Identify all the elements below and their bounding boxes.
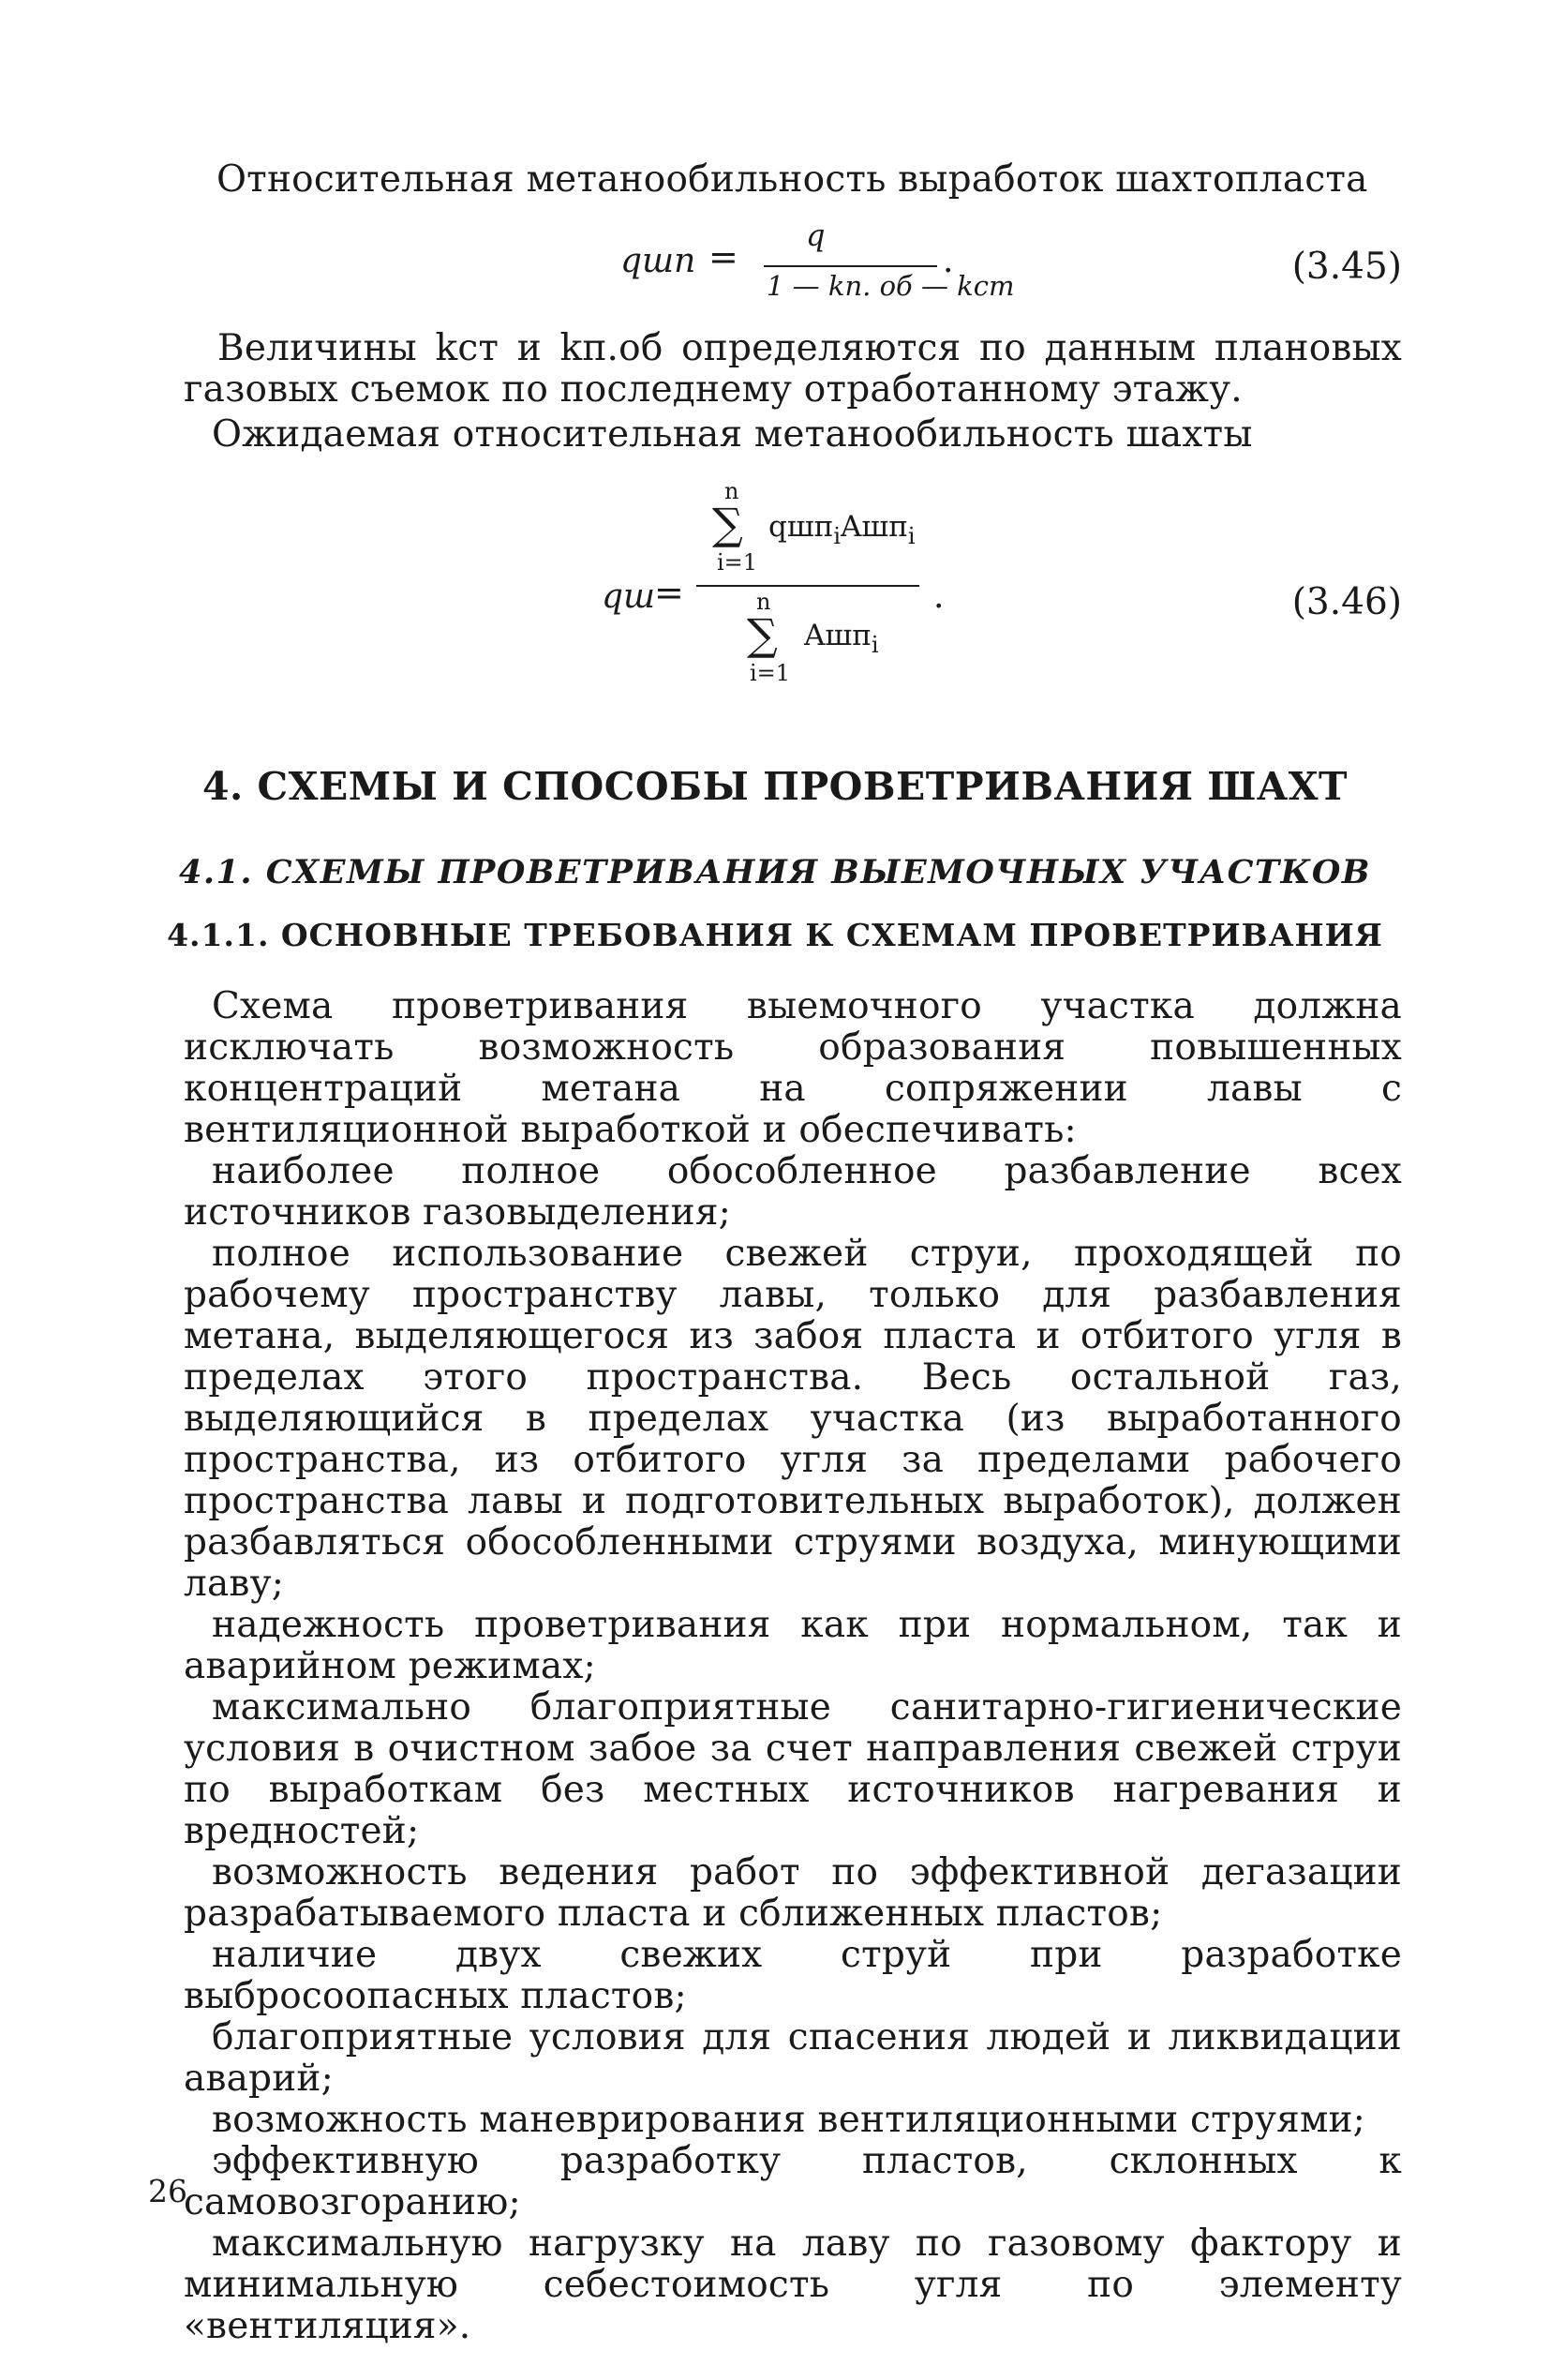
- eq2-sum-upper-1: n: [724, 478, 739, 504]
- eq2-period: .: [933, 577, 945, 616]
- subsection-heading: 4.1.1. ОСНОВНЫЕ ТРЕБОВАНИЯ К СХЕМАМ ПРОВЕТРИВАНИЯ: [167, 917, 1383, 953]
- list-item: полное использование свежей струи, проходящей по рабочему пространству лавы, только для разбавления метана, выделяющегося из забоя пласта и отбитого угля в пределах этого пространства. Весь остальной газ, выделяющийся в пределах участка (из выработанного пространства, из отбитого угля за пределами рабочего пространства лавы и подготовительных выработок), должен разбавляться обособленными струями воздуха, минующими лаву;: [184, 1233, 1402, 1605]
- eq2-denominator-terms: Aшп$_i$: [804, 619, 879, 658]
- values-text: Величины kст и kп.об определяются по данным плановых газовых съемок по последнему отработанному этажу.: [184, 327, 1402, 411]
- eq2-fraction-bar: [696, 585, 919, 587]
- intro-line: Относительная метанообильность выработок шахтопласта: [216, 158, 1368, 201]
- eq2-number: (3.46): [1291, 581, 1402, 623]
- eq1-period: .: [943, 242, 954, 280]
- eq1-numerator: q: [806, 217, 826, 253]
- eq2-sum-upper-2: n: [756, 589, 771, 615]
- lead-paragraph: Схема проветривания выемочного участка должна исключать возможность образования повышенных концентраций метана на сопряжении лавы с вентиляционной выработкой и обеспечивать:: [184, 985, 1402, 1151]
- list-item: наличие двух свежих струй при разработке выбросоопасных пластов;: [184, 1934, 1402, 2017]
- eq2-numerator-terms: qшп$_i$Aшп$_i$: [768, 510, 916, 549]
- list-item: благоприятные условия для спасения людей и ликвидации аварий;: [184, 2016, 1402, 2100]
- section-heading: 4.1. СХЕМЫ ПРОВЕТРИВАНИЯ ВЫЕМОЧНЫХ УЧАСТКОВ: [179, 853, 1371, 891]
- eq1-equals: =: [708, 236, 738, 277]
- eq1-fraction-bar: [764, 265, 937, 267]
- list-item: эффективную разработку пластов, склонных к самовозгоранию;: [184, 2140, 1402, 2223]
- body-text: [184, 986, 1402, 2347]
- eq2-sum-lower-2: i=1: [750, 660, 791, 686]
- eq2-equals: =: [654, 572, 684, 613]
- page-number: 26: [148, 2173, 187, 2209]
- intro-paragraph: [184, 159, 1402, 201]
- eq1-number: (3.45): [1291, 246, 1402, 288]
- paragraph-values: [184, 328, 1402, 456]
- list-item: надежность проветривания как при нормальном, так и аварийном режимах;: [184, 1604, 1402, 1687]
- expected-text: Ожидаемая относительная метанообильность шахты: [212, 413, 1253, 456]
- list-item: наиболее полное обособленное разбавление всех источников газовыделения;: [184, 1150, 1402, 1234]
- list-item: возможность ведения работ по эффективной дегазации разрабатываемого пласта и сближенных пластов;: [184, 1851, 1402, 1935]
- eq1-lhs: qшп: [620, 242, 696, 280]
- list-item: максимально благоприятные санитарно-гигиенические условия в очистном забое за счет направления свежей струи по выработкам без местных источников нагревания и вредностей;: [184, 1686, 1402, 1852]
- eq2-sum-sign-1: ∑: [712, 499, 743, 549]
- eq2-sum-lower-1: i=1: [717, 549, 758, 576]
- chapter-heading: 4. СХЕМЫ И СПОСОБЫ ПРОВЕТРИВАНИЯ ШАХТ: [201, 764, 1349, 809]
- list-item: максимальную нагрузку на лаву по газовому фактору и минимальную себестоимость угля по элементу «вентиляция».: [184, 2223, 1402, 2347]
- eq2-sum-sign-2: ∑: [747, 609, 778, 660]
- list-item: возможность маневрирования вентиляционными струями;: [212, 2099, 1366, 2141]
- eq1-denominator: 1 — kп. об — kст: [767, 270, 1015, 302]
- eq2-lhs: qш: [602, 577, 656, 616]
